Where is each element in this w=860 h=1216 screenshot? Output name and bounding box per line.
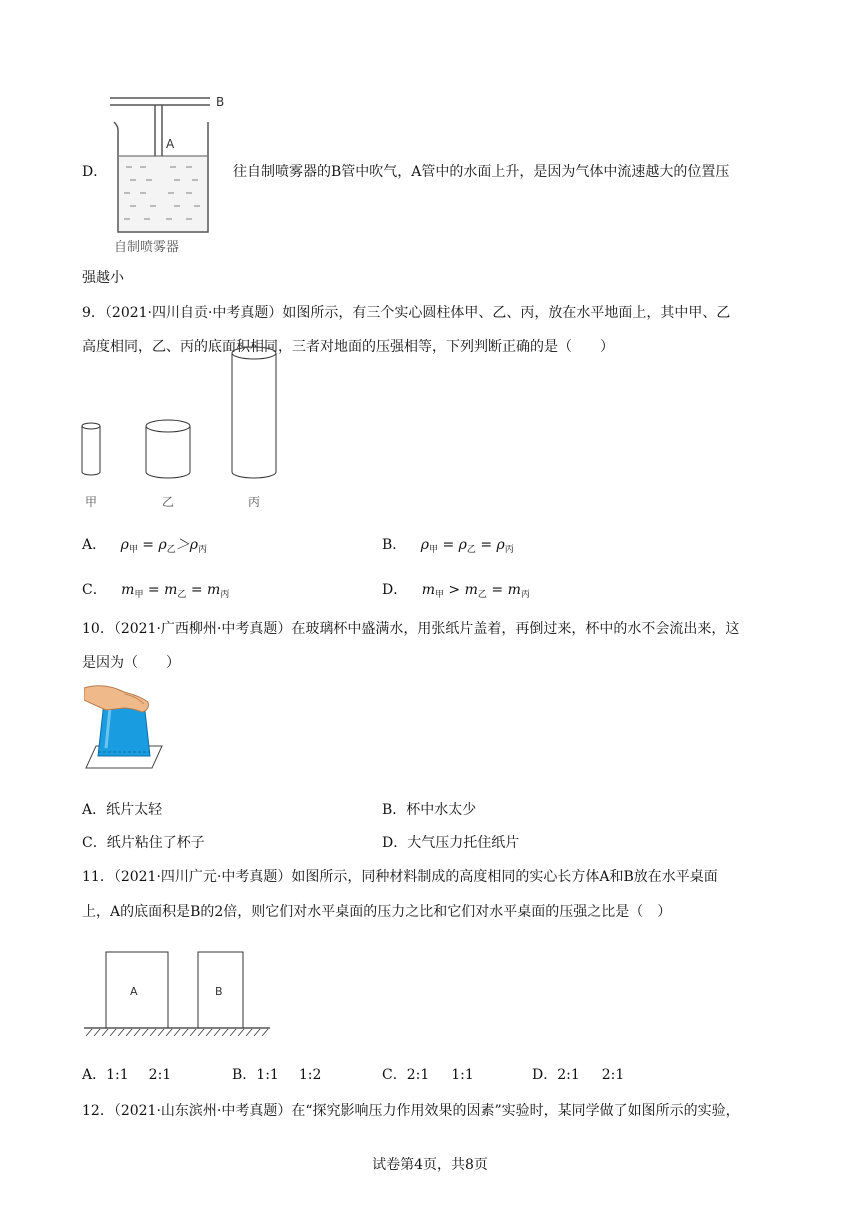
q11-option-b: B．1:1 1:2	[232, 1067, 322, 1083]
q10-option-c: C．纸片粘住了杯子	[82, 835, 205, 851]
label-b: B	[216, 95, 225, 109]
label-a: A	[166, 137, 175, 151]
q10-option-a: A．纸片太轻	[82, 802, 163, 818]
inverted-cup-figure	[84, 682, 164, 782]
q8-option-d-text-cont: 强越小	[82, 270, 124, 286]
q9-stem-line1: 9．（2021·四川自贡·中考真题）如图所示，有三个实心圆柱体甲、乙、丙，放在水平地面上，其中甲、乙	[82, 305, 731, 321]
figure-caption: 自制喷雾器	[114, 240, 180, 255]
label-bing: 丙	[248, 495, 261, 509]
q9-option-a: A． $\rho_甲 = \rho_乙>\rho_丙$	[82, 537, 207, 555]
q8-option-d-text: 往自制喷雾器的B管中吹气，A管中的水面上升，是因为气体中流速越大的位置压	[233, 164, 730, 180]
q10-option-b: B．杯中水太少	[382, 802, 477, 818]
page-footer: 试卷第4页，共8页	[372, 1157, 488, 1173]
q10-stem-line1: 10．（2021·广西柳州·中考真题）在玻璃杯中盛满水，用张纸片盖着，再倒过来，杯中的水不会流出来，这	[82, 621, 740, 637]
q8-option-d-label: D．	[82, 164, 108, 180]
q9-option-c: C． $m_甲 = m_乙 = m_丙$	[82, 582, 230, 600]
q11-option-a: A．1:1 2:1	[82, 1067, 172, 1083]
q11-stem-line2: 上，A的底面积是B的2倍，则它们对水平桌面的压力之比和它们对水平桌面的压强之比是（ ）	[82, 904, 672, 920]
block-b-label: B	[215, 985, 223, 998]
label-jia: 甲	[85, 495, 98, 509]
sprayer-figure	[100, 92, 230, 257]
q10-option-d: D．大气压力托住纸片	[382, 835, 520, 851]
q11-stem-line1: 11．（2021·四川广元·中考真题）如图所示，同种材料制成的高度相同的实心长方体A和B放在水平桌面	[82, 869, 718, 885]
label-yi: 乙	[162, 495, 175, 509]
q9-option-b: B． $\rho_甲 = \rho_乙 = \rho_丙$	[382, 537, 514, 555]
q12-stem-line1: 12．（2021·山东滨州·中考真题）在“探究影响压力作用效果的因素”实验时，某同学做了如图所示的实验，	[82, 1103, 740, 1119]
q10-stem-line2: 是因为（ ）	[82, 655, 180, 671]
blocks-figure	[84, 948, 270, 1040]
q9-stem-line2: 高度相同，乙、丙的底面积相同，三者对地面的压强相等，下列判断正确的是（ ）	[82, 339, 614, 355]
q9-option-d: D． $m_甲 > m_乙 = m_丙$	[382, 582, 530, 600]
q11-option-c: C．2:1 1:1	[382, 1067, 474, 1083]
q11-option-d: D．2:1 2:1	[532, 1067, 625, 1083]
block-a-label: A	[130, 985, 138, 998]
cylinders-figure	[78, 344, 278, 514]
